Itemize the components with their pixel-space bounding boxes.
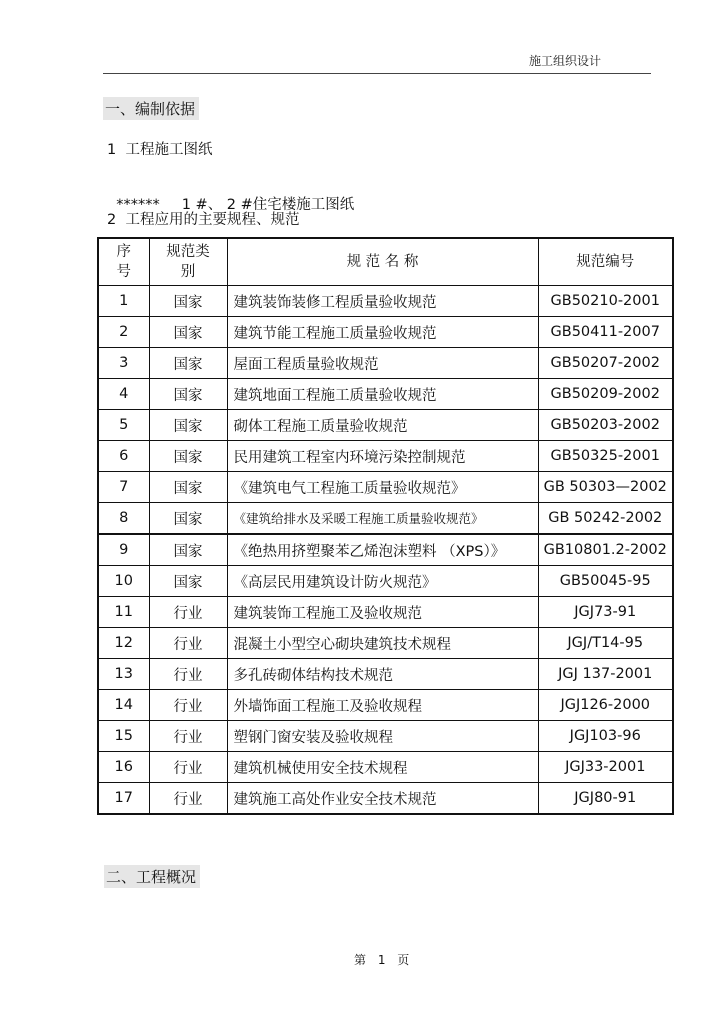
- table-row: [98, 597, 673, 628]
- row-standard-code: GB50210-2001: [538, 286, 673, 317]
- row-standard-code: JGJ80-91: [538, 783, 673, 815]
- row-category: 行业: [149, 690, 227, 721]
- table-row: [98, 628, 673, 659]
- table-row: [98, 534, 673, 566]
- row-category: 国家: [149, 534, 227, 566]
- table-row: [98, 721, 673, 752]
- item-drawings-title: 1 工程施工图纸: [107, 142, 213, 158]
- row-category: 国家: [149, 503, 227, 535]
- row-standard-code: GB10801.2-2002: [538, 534, 673, 566]
- row-category: 行业: [149, 783, 227, 815]
- page-number: 第 1 页: [354, 953, 410, 967]
- table-header-row: [98, 238, 673, 286]
- table-row: [98, 379, 673, 410]
- header-seq: [98, 238, 149, 286]
- row-standard-name: 建筑装饰工程施工及验收规范: [227, 597, 538, 628]
- row-standard-name: 建筑装饰装修工程质量验收规范: [227, 286, 538, 317]
- section-heading-basis: 一、编制依据: [103, 97, 199, 120]
- row-category: 国家: [149, 566, 227, 597]
- row-number: 3: [98, 348, 149, 379]
- header-name: 规 范 名 称: [227, 238, 538, 286]
- row-standard-code: JGJ 137-2001: [538, 659, 673, 690]
- header-code: 规范编号: [538, 238, 673, 286]
- row-number: 15: [98, 721, 149, 752]
- row-standard-name: 混凝土小型空心砌块建筑技术规程: [227, 628, 538, 659]
- row-standard-name: 外墙饰面工程施工及验收规程: [227, 690, 538, 721]
- table-row: [98, 317, 673, 348]
- row-category: 行业: [149, 659, 227, 690]
- row-number: 10: [98, 566, 149, 597]
- row-category: 行业: [149, 752, 227, 783]
- row-number: 11: [98, 597, 149, 628]
- row-category: 国家: [149, 317, 227, 348]
- row-number: 13: [98, 659, 149, 690]
- row-number: 16: [98, 752, 149, 783]
- row-standard-name: 《绝热用挤塑聚苯乙烯泡沫塑料 （XPS）》: [227, 534, 538, 566]
- row-standard-name: 建筑地面工程施工质量验收规范: [227, 379, 538, 410]
- drawings-text: 1 #、 2 #住宅楼施工图纸: [181, 197, 355, 213]
- row-standard-name: 建筑机械使用安全技术规程: [227, 752, 538, 783]
- row-category: 行业: [149, 628, 227, 659]
- row-standard-name: 屋面工程质量验收规范: [227, 348, 538, 379]
- row-category: 国家: [149, 410, 227, 441]
- row-category: 行业: [149, 597, 227, 628]
- row-category: 行业: [149, 721, 227, 752]
- row-number: 4: [98, 379, 149, 410]
- table-row: [98, 348, 673, 379]
- row-standard-name: 民用建筑工程室内环境污染控制规范: [227, 441, 538, 472]
- row-category: 国家: [149, 441, 227, 472]
- header-divider: [103, 73, 651, 74]
- row-number: 5: [98, 410, 149, 441]
- table-row: [98, 472, 673, 503]
- table-row: [98, 503, 673, 535]
- row-standard-code: JGJ/T14-95: [538, 628, 673, 659]
- row-standard-code: GB50045-95: [538, 566, 673, 597]
- row-category: 国家: [149, 379, 227, 410]
- table-row: [98, 441, 673, 472]
- section-heading-overview: 二、工程概况: [104, 865, 200, 888]
- row-standard-code: GB 50303—2002: [538, 472, 673, 503]
- row-standard-name: 建筑施工高处作业安全技术规范: [227, 783, 538, 815]
- header-seq-line1: 序: [116, 244, 131, 260]
- header-category-line2: 别: [180, 264, 196, 280]
- row-standard-code: JGJ73-91: [538, 597, 673, 628]
- row-category: 国家: [149, 348, 227, 379]
- table-row: [98, 566, 673, 597]
- table-row: [98, 783, 673, 815]
- row-standard-code: JGJ126-2000: [538, 690, 673, 721]
- table-row: [98, 659, 673, 690]
- drawings-stars: ******: [116, 197, 160, 213]
- header-category-line1: 规范类: [166, 244, 210, 260]
- row-standard-code: GB50411-2007: [538, 317, 673, 348]
- row-standard-name: 《建筑给排水及采暖工程施工质量验收规范》: [227, 503, 538, 535]
- header-category: [149, 238, 227, 286]
- row-number: 17: [98, 783, 149, 815]
- row-standard-code: JGJ103-96: [538, 721, 673, 752]
- row-number: 12: [98, 628, 149, 659]
- row-number: 7: [98, 472, 149, 503]
- row-number: 6: [98, 441, 149, 472]
- table-row: [98, 410, 673, 441]
- row-standard-code: GB50207-2002: [538, 348, 673, 379]
- header-seq-line2: 号: [116, 264, 131, 280]
- row-standard-name: 塑钢门窗安装及验收规程: [227, 721, 538, 752]
- row-standard-code: GB50325-2001: [538, 441, 673, 472]
- row-standard-code: JGJ33-2001: [538, 752, 673, 783]
- row-standard-name: 《高层民用建筑设计防火规范》: [227, 566, 538, 597]
- item-standards-title: 2 工程应用的主要规程、规范: [107, 212, 300, 228]
- row-number: 1: [98, 286, 149, 317]
- row-category: 国家: [149, 286, 227, 317]
- row-number: 14: [98, 690, 149, 721]
- row-category: 国家: [149, 472, 227, 503]
- row-number: 2: [98, 317, 149, 348]
- page-header-title: 施工组织设计: [529, 54, 602, 68]
- table-row: [98, 690, 673, 721]
- standards-table: [97, 237, 674, 815]
- row-number: 9: [98, 534, 149, 566]
- row-standard-code: GB 50242-2002: [538, 503, 673, 535]
- row-standard-code: GB50209-2002: [538, 379, 673, 410]
- row-standard-name: 砌体工程施工质量验收规范: [227, 410, 538, 441]
- table-row: [98, 752, 673, 783]
- row-number: 8: [98, 503, 149, 535]
- row-standard-name: 多孔砖砌体结构技术规范: [227, 659, 538, 690]
- table-row: [98, 286, 673, 317]
- row-standard-code: GB50203-2002: [538, 410, 673, 441]
- row-standard-name: 建筑节能工程施工质量验收规范: [227, 317, 538, 348]
- row-standard-name: 《建筑电气工程施工质量验收规范》: [227, 472, 538, 503]
